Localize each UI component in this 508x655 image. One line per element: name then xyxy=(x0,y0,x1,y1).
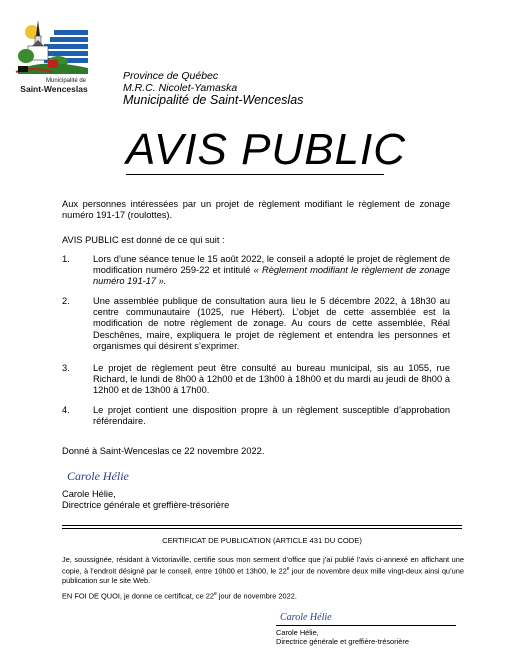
lead-paragraph: AVIS PUBLIC est donné de ce qui suit : xyxy=(62,235,225,245)
item-number: 3. xyxy=(62,363,70,373)
signature-line xyxy=(276,625,456,626)
list-item: Une assemblée publique de consultation aura lieu le 5 décembre 2022, à 18h30 au centre communautaire (1025, rue Hébert). L’objet de cette assemblée est la modification de notre règlement de zonage. Au cours de cette assemblée, Réal Deschênes, maire, expliquera le projet de règlement et entendra les personnes et organismes qui désirent s’exprimer. xyxy=(93,296,450,351)
handwritten-signature xyxy=(65,465,165,487)
municipality-logo xyxy=(14,18,94,96)
item-number: 2. xyxy=(62,296,70,306)
certificate-title: CERTIFICAT DE PUBLICATION (ARTICLE 431 DU CODE) xyxy=(162,536,362,545)
svg-text:Carole Hélie: Carole Hélie xyxy=(280,612,332,623)
handwritten-signature xyxy=(276,606,366,626)
svg-text:Carole Hélie: Carole Hélie xyxy=(67,469,129,483)
header-municipality: Municipalité de Saint-Wenceslas xyxy=(123,93,304,107)
list-item: Le projet contient une disposition propre à un règlement susceptible d’approbation référendaire. xyxy=(93,405,450,427)
certificate-signer-title: Directrice générale et greffière-trésorière xyxy=(276,637,409,646)
logo-text-line1: Municipalité de xyxy=(45,78,87,84)
title-underline xyxy=(126,174,384,175)
page-title: AVIS PUBLIC xyxy=(126,125,407,174)
certificate-signer-name: Carole Hélie, xyxy=(276,628,319,637)
divider xyxy=(62,528,462,529)
list-item xyxy=(93,254,450,288)
list-item: Le projet de règlement peut être consulté au bureau municipal, sis au 1055, rue Richard, le lundi de 8h00 à 12h00 et de 13h00 à 18h00 et du mardi au jeudi de 8h00 à 12h00 et de 13h00 à 17h00. xyxy=(93,363,450,396)
item-number: 4. xyxy=(62,405,70,415)
certificate-faith: EN FOI DE QUOI, je donne ce certificat, ce 22e jour de novembre 2022. xyxy=(62,591,297,601)
item-text: Lors d’une séance tenue le 15 août 2022, le conseil a adopté le projet de règlement de modification numéro 259-22 et intitulé xyxy=(93,254,450,276)
divider xyxy=(62,525,462,526)
item-text-italic: « Règlement modifiant le règlement de zonage numéro 191-17 ». xyxy=(93,265,450,287)
signer-title: Directrice générale et greffière-trésorière xyxy=(62,500,230,510)
header-province: Province de Québec xyxy=(123,70,219,82)
signer-name: Carole Hélie, xyxy=(62,489,116,499)
header-mrc: M.R.C. Nicolet-Yamaska xyxy=(123,82,238,94)
certificate-body: Je, soussignée, résidant à Victoriaville, certifie sous mon serment d’office que j’ai publié l’avis ci-annexé en affichant une copie, à l’endroit désigné par le conseil, entre 10h00 et 13h00, le 22e jour de novembre deux mille vingt-deux ainsi qu’une publication sur le site Web. xyxy=(62,555,465,585)
intro-paragraph: Aux personnes intéressées par un projet de règlement modifiant le règlement de zonage numéro 191-17 (roulottes). xyxy=(62,199,450,221)
item-number: 1. xyxy=(62,254,70,264)
given-date: Donné à Saint-Wenceslas ce 22 novembre 2022. xyxy=(62,446,265,456)
logo-text-line2: Saint-Wenceslas xyxy=(20,84,88,94)
